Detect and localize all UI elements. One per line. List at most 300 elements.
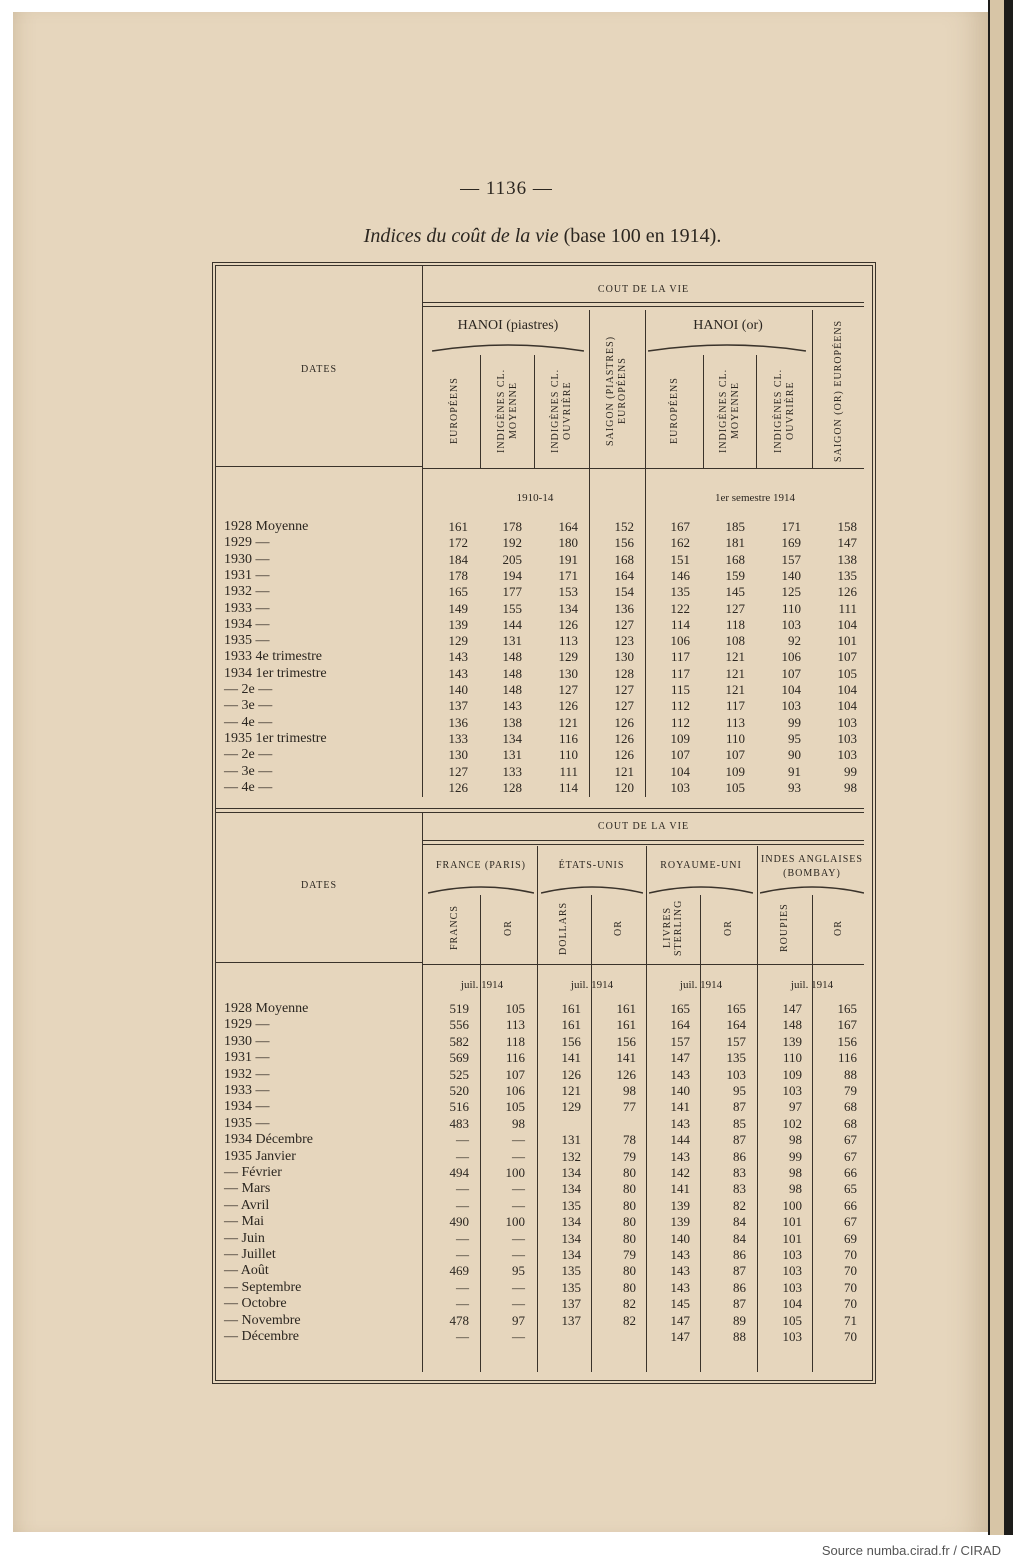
t2-col-header-3: DOLLARS [558, 901, 569, 955]
row-label: 1935 1er trimestre [224, 730, 327, 746]
t1-dates-header: DATES [300, 364, 338, 375]
table-cell: 103 [782, 1247, 802, 1262]
table-cell: 139 [448, 616, 468, 632]
table-cell: 161 [616, 1017, 636, 1033]
table-cell: 101 [837, 633, 857, 649]
t2-col-header-4: OR [613, 920, 624, 936]
table-cell: 104 [782, 1296, 802, 1312]
table-cell: 107 [837, 649, 857, 665]
title-rest: (base 100 en 1914). [558, 225, 722, 247]
table-cell: 105 [505, 1099, 525, 1115]
row-label: — Février [224, 1165, 282, 1180]
table-cell: 205 [502, 551, 522, 567]
table-cell: 143 [670, 1115, 690, 1131]
table-cell: 107 [670, 747, 690, 763]
row-label: 1932 — [224, 1066, 270, 1082]
table-cell: — [512, 1148, 525, 1164]
table-cell: — [456, 1296, 469, 1312]
table-cell: 134 [502, 730, 522, 746]
t1-vline [703, 355, 704, 468]
table-cell: 172 [448, 535, 468, 551]
table-cell: 125 [781, 584, 801, 600]
table-cell: 114 [670, 616, 690, 632]
table-cell: 135 [837, 567, 857, 583]
t2-hline [423, 964, 864, 965]
row-label: — Mai [224, 1214, 265, 1230]
table-cell: 145 [670, 1296, 690, 1312]
table-cell: 127 [448, 763, 468, 779]
table-cell: 103 [670, 779, 690, 795]
t2-col-header-5: LIVRES STERLING [662, 899, 684, 957]
table-cell: 104 [837, 698, 857, 714]
table-cell: 79 [844, 1083, 857, 1098]
table-cell: 87 [733, 1099, 746, 1115]
table-cell: 104 [670, 763, 690, 779]
table-cell: 143 [670, 1148, 690, 1164]
table-cell: — [456, 1247, 469, 1262]
table-cell: — [456, 1197, 469, 1213]
table-cell: 156 [616, 1033, 636, 1049]
table-cell: 157 [726, 1033, 746, 1049]
row-label: 1935 — [224, 1115, 270, 1131]
t1-col-header-2: INDIGÈNES CL. MOYENNE [496, 368, 519, 454]
table-cell: 121 [558, 714, 578, 730]
table-cell: — [456, 1279, 469, 1295]
t1-base-right: 1er semestre 1914 [714, 492, 796, 504]
t1-base-left: 1910-14 [516, 492, 554, 504]
table-cell: 164 [670, 1017, 690, 1033]
t2-dates-header: DATES [300, 880, 338, 891]
table-cell: 154 [614, 584, 634, 600]
table-cell: 131 [561, 1132, 581, 1148]
t2-group-india: INDES ANGLAISES (BOMBAY) [761, 854, 863, 879]
table-cell: 126 [614, 714, 634, 730]
table-cell: 140 [448, 682, 468, 697]
table-cell: 134 [561, 1230, 581, 1246]
table-cell: 143 [448, 649, 468, 665]
table-cell: 178 [502, 519, 522, 534]
table-cell: 67 [844, 1132, 857, 1148]
table-cell: 80 [623, 1181, 636, 1197]
table-cell: 519 [449, 1001, 469, 1016]
table-cell: 109 [670, 730, 690, 746]
table-cell: 87 [733, 1296, 746, 1312]
t1-col-header-7: INDIGÈNES CL. OUVRIÈRE [773, 368, 796, 454]
table-cell: 130 [614, 649, 634, 665]
table-cell: 68 [844, 1115, 857, 1131]
table-cell: 99 [789, 1148, 802, 1164]
table-cell: 140 [670, 1230, 690, 1246]
row-label: — 4e — [224, 779, 273, 795]
table-cell: 92 [788, 633, 801, 649]
table-cell: 171 [781, 519, 801, 534]
table-cell: 161 [448, 519, 468, 534]
table-cell: 104 [781, 682, 801, 697]
table-cell: 103 [726, 1066, 746, 1082]
table-cell: — [512, 1230, 525, 1246]
table-cell: 109 [725, 763, 745, 779]
table-cell: 120 [614, 779, 634, 795]
row-label: 1930 — [224, 551, 270, 567]
table-cell: 582 [449, 1033, 469, 1049]
table-cell: 139 [670, 1214, 690, 1230]
table-cell: 483 [449, 1115, 469, 1131]
table-cell: 82 [623, 1296, 636, 1312]
table-cell: 494 [449, 1165, 469, 1180]
table-cell: 99 [844, 763, 857, 779]
table-cell: 131 [502, 747, 522, 763]
row-label: — 2e — [224, 747, 273, 763]
table-cell: 126 [837, 584, 857, 600]
table-cell: 123 [614, 633, 634, 649]
t2-group-france: FRANCE (PARIS) [435, 860, 527, 871]
t1-hline [423, 468, 864, 469]
t2-col-header-2: OR [503, 920, 514, 936]
t2-brace [760, 885, 864, 895]
table-cell: 133 [502, 763, 522, 779]
row-label: 1933 — [224, 600, 270, 616]
table-cell: 165 [837, 1001, 857, 1016]
t2-group-rule [423, 840, 864, 845]
table-cell: 134 [561, 1214, 581, 1230]
table-cell: 130 [448, 747, 468, 763]
table-cell: 135 [561, 1197, 581, 1213]
row-label: — Juin [224, 1230, 265, 1246]
t2-group-header: COUT DE LA VIE [597, 821, 690, 832]
table-cell: 126 [561, 1066, 581, 1082]
table-cell: 143 [502, 698, 522, 714]
table-cell: 181 [725, 535, 745, 551]
table-cell: 146 [670, 567, 690, 583]
row-label: 1929 — [224, 1017, 270, 1033]
table-cell: 103 [782, 1329, 802, 1344]
table-cell: 147 [837, 535, 857, 551]
table-cell: 128 [502, 779, 522, 795]
table-cell: 113 [505, 1017, 525, 1033]
table-cell: 107 [725, 747, 745, 763]
table-cell: 105 [505, 1001, 525, 1016]
row-label: 1934 — [224, 616, 270, 632]
table-cell: — [456, 1230, 469, 1246]
row-label: — Octobre [224, 1296, 287, 1312]
table-cell: 126 [616, 1066, 636, 1082]
table-cell: 139 [782, 1033, 802, 1049]
table-cell: 86 [733, 1279, 746, 1295]
table-cell: 165 [726, 1001, 746, 1016]
t2-group-usa: ÉTATS-UNIS [558, 860, 625, 871]
table-cell: 165 [448, 584, 468, 600]
table-cell: 116 [837, 1050, 857, 1066]
table-cell: — [512, 1181, 525, 1197]
table-cell: 126 [558, 616, 578, 632]
table-cell: 103 [837, 714, 857, 730]
table-cell: 107 [781, 665, 801, 681]
t1-group-rule [423, 302, 864, 307]
table-cell: 127 [614, 682, 634, 697]
t1-dates-divider [422, 266, 423, 797]
table-cell: 152 [614, 519, 634, 534]
table-cell: 110 [558, 747, 578, 763]
table-cell: 106 [781, 649, 801, 665]
table-cell: 118 [505, 1033, 525, 1049]
row-label: — Mars [224, 1181, 271, 1197]
table-cell: 83 [733, 1165, 746, 1180]
table-cell: 111 [838, 600, 857, 616]
table-cell: 168 [725, 551, 745, 567]
table-cell: 132 [561, 1148, 581, 1164]
t2-brace [541, 885, 643, 895]
table-cell: — [456, 1132, 469, 1148]
table-cell: 134 [561, 1247, 581, 1262]
table-cell: 121 [614, 763, 634, 779]
table-cell: 104 [837, 682, 857, 697]
table-cell: 103 [782, 1263, 802, 1279]
table-cell: 133 [448, 730, 468, 746]
table-cell: 86 [733, 1148, 746, 1164]
table-cell: 126 [448, 779, 468, 795]
row-label: — 4e — [224, 714, 273, 730]
table-cell: 161 [561, 1017, 581, 1033]
table-cell: 103 [837, 730, 857, 746]
row-label: 1928 Moyenne [224, 519, 309, 534]
table-cell: 156 [837, 1033, 857, 1049]
table-cell: 135 [670, 584, 690, 600]
table-cell: 110 [782, 1050, 802, 1066]
table-cell: 137 [561, 1296, 581, 1312]
table-cell: 104 [837, 616, 857, 632]
page-number: — 1136 — [460, 178, 553, 199]
table-cell: 556 [449, 1017, 469, 1033]
table-cell: 70 [844, 1296, 857, 1312]
table-cell: 161 [561, 1001, 581, 1016]
t2-dates-divider [422, 812, 423, 1372]
table-cell: 98 [789, 1165, 802, 1180]
table-cell: 141 [670, 1181, 690, 1197]
t2-brace [428, 885, 534, 895]
row-label: 1928 Moyenne [224, 1001, 309, 1016]
table-cell: 138 [837, 551, 857, 567]
table-cell: 111 [559, 763, 578, 779]
table-cell: 78 [623, 1132, 636, 1148]
table-cell: 84 [733, 1230, 746, 1246]
table-cell: 66 [844, 1165, 857, 1180]
table-cell: 98 [512, 1115, 525, 1131]
table-cell: 143 [670, 1247, 690, 1262]
table-cell: 97 [789, 1099, 802, 1115]
t2-base-india: juil. 1914 [790, 979, 834, 991]
table-cell: 70 [844, 1247, 857, 1262]
table-cell: 134 [558, 600, 578, 616]
table-cell: 121 [561, 1083, 581, 1098]
table-cell: 107 [505, 1066, 525, 1082]
table-cell: — [512, 1197, 525, 1213]
table-cell: 162 [670, 535, 690, 551]
table-cell: 70 [844, 1279, 857, 1295]
t2-col-header-7: ROUPIES [779, 903, 790, 953]
table-cell: 95 [512, 1263, 525, 1279]
table-cell: 118 [725, 616, 745, 632]
t2-col-header-1: FRANCS [449, 905, 460, 951]
row-label: 1933 — [224, 1083, 270, 1098]
source-credit: Source numba.cirad.fr / CIRAD [821, 1543, 1001, 1558]
table-cell: 169 [781, 535, 801, 551]
table-cell: 113 [725, 714, 745, 730]
t2-brace [649, 885, 753, 895]
table-cell: 108 [725, 633, 745, 649]
table-cell: 137 [448, 698, 468, 714]
table-cell: 138 [502, 714, 522, 730]
table-cell: 164 [726, 1017, 746, 1033]
table-cell: 117 [670, 649, 690, 665]
table-cell: 158 [837, 519, 857, 534]
table-cell: 136 [614, 600, 634, 616]
t1-col-header-5: EUROPÉENS [669, 377, 680, 445]
row-label: 1934 Décembre [224, 1132, 314, 1148]
table-cell: 110 [725, 730, 745, 746]
table-cell: 167 [670, 519, 690, 534]
table-cell: 127 [614, 698, 634, 714]
row-label: 1935 Janvier [224, 1148, 296, 1164]
table-cell: 113 [558, 633, 578, 649]
row-label: 1929 — [224, 535, 270, 551]
table-cell: 105 [725, 779, 745, 795]
table-cell: 147 [782, 1001, 802, 1016]
table-cell: 93 [788, 779, 801, 795]
table-cell: 106 [505, 1083, 525, 1098]
table-cell: 101 [782, 1230, 802, 1246]
table-cell: 131 [502, 633, 522, 649]
table-cell: 135 [561, 1279, 581, 1295]
table-cell: 139 [670, 1197, 690, 1213]
table-cell: 178 [448, 567, 468, 583]
table-cell: 145 [725, 584, 745, 600]
t1-vline [534, 355, 535, 468]
table-cell: 184 [448, 551, 468, 567]
table-cell: 144 [670, 1132, 690, 1148]
table-cell: 143 [670, 1263, 690, 1279]
table-cell: 155 [502, 600, 522, 616]
table-cell: 164 [558, 519, 578, 534]
table-cell: 156 [561, 1033, 581, 1049]
table-cell: 80 [623, 1263, 636, 1279]
table-cell: 80 [623, 1279, 636, 1295]
table-cell: 148 [502, 665, 522, 681]
table-cell: 106 [670, 633, 690, 649]
table-cell: — [456, 1181, 469, 1197]
table-cell: 143 [448, 665, 468, 681]
row-label: — Décembre [224, 1329, 300, 1344]
row-label: — Novembre [224, 1312, 301, 1328]
table-cell: 79 [623, 1247, 636, 1262]
table-cell: 185 [725, 519, 745, 534]
t2-base-usa: juil. 1914 [570, 979, 614, 991]
table-cell: 67 [844, 1148, 857, 1164]
row-label: 1935 — [224, 633, 270, 649]
table-cell: 525 [449, 1066, 469, 1082]
table-cell: 141 [616, 1050, 636, 1066]
t1-hanoi-or: HANOI (or) [693, 318, 763, 333]
table-cell: 97 [512, 1312, 525, 1328]
table-cell: 110 [781, 600, 801, 616]
table-cell: 112 [670, 714, 690, 730]
table-cell: 147 [670, 1329, 690, 1344]
row-label: 1934 1er trimestre [224, 665, 327, 681]
table-cell: 126 [614, 747, 634, 763]
table-cell: 122 [670, 600, 690, 616]
table-cell: 121 [725, 682, 745, 697]
table-cell: 143 [670, 1066, 690, 1082]
row-label: — Septembre [224, 1279, 302, 1295]
table-cell: 136 [448, 714, 468, 730]
table-cell: 90 [788, 747, 801, 763]
table-cell: 149 [448, 600, 468, 616]
table-cell: 143 [670, 1279, 690, 1295]
table-cell: — [512, 1329, 525, 1344]
table-cell: 117 [725, 698, 745, 714]
table-cell: 100 [782, 1197, 802, 1213]
table-cell: 130 [558, 665, 578, 681]
table-cell: 68 [844, 1099, 857, 1115]
table-cell: 192 [502, 535, 522, 551]
table-cell: — [456, 1148, 469, 1164]
table-cell: 89 [733, 1312, 746, 1328]
table-cell: 87 [733, 1263, 746, 1279]
t1-hanoi-piastres: HANOI (piastres) [457, 318, 559, 333]
table-cell: 103 [781, 616, 801, 632]
table-cell: 116 [558, 730, 578, 746]
table-cell: 129 [558, 649, 578, 665]
table-cell: 164 [614, 567, 634, 583]
table-cell: 100 [505, 1165, 525, 1180]
row-label: 1934 — [224, 1099, 270, 1115]
table-cell: 147 [670, 1050, 690, 1066]
table-cell: 98 [844, 779, 857, 795]
table-cell: 168 [614, 551, 634, 567]
table-cell: 82 [623, 1312, 636, 1328]
table-cell: 99 [788, 714, 801, 730]
table-cell: 121 [725, 665, 745, 681]
table-cell: 490 [449, 1214, 469, 1230]
t2-col-header-8: OR [833, 920, 844, 936]
t1-vline [756, 355, 757, 468]
table-cell: 79 [623, 1148, 636, 1164]
t1-vline [812, 310, 813, 468]
table-cell: — [512, 1247, 525, 1262]
table-cell: 88 [844, 1066, 857, 1082]
table-cell: 105 [782, 1312, 802, 1328]
table-cell: 80 [623, 1214, 636, 1230]
t2-group-uk: ROYAUME-UNI [660, 860, 742, 871]
t1-brace-or [648, 343, 806, 353]
table-cell: 129 [448, 633, 468, 649]
table-cell: 77 [623, 1099, 636, 1115]
table-cell: 109 [782, 1066, 802, 1082]
table-cell: 156 [614, 535, 634, 551]
t1-col-header-1: EUROPÉENS [449, 377, 460, 445]
t1-col-header-6: INDIGÈNES CL. MOYENNE [718, 368, 741, 454]
table-cell: 103 [782, 1083, 802, 1098]
table-cell: 66 [844, 1197, 857, 1213]
table-cell: 157 [670, 1033, 690, 1049]
table-cell: 569 [449, 1050, 469, 1066]
table-cell: 100 [505, 1214, 525, 1230]
table-cell: 65 [844, 1181, 857, 1197]
t1-col-header-8: SAIGON (OR) EUROPÉENS [833, 319, 844, 463]
table-cell: 80 [623, 1197, 636, 1213]
table-cell: 141 [670, 1099, 690, 1115]
table-cell: 194 [502, 567, 522, 583]
table-cell: 117 [670, 665, 690, 681]
